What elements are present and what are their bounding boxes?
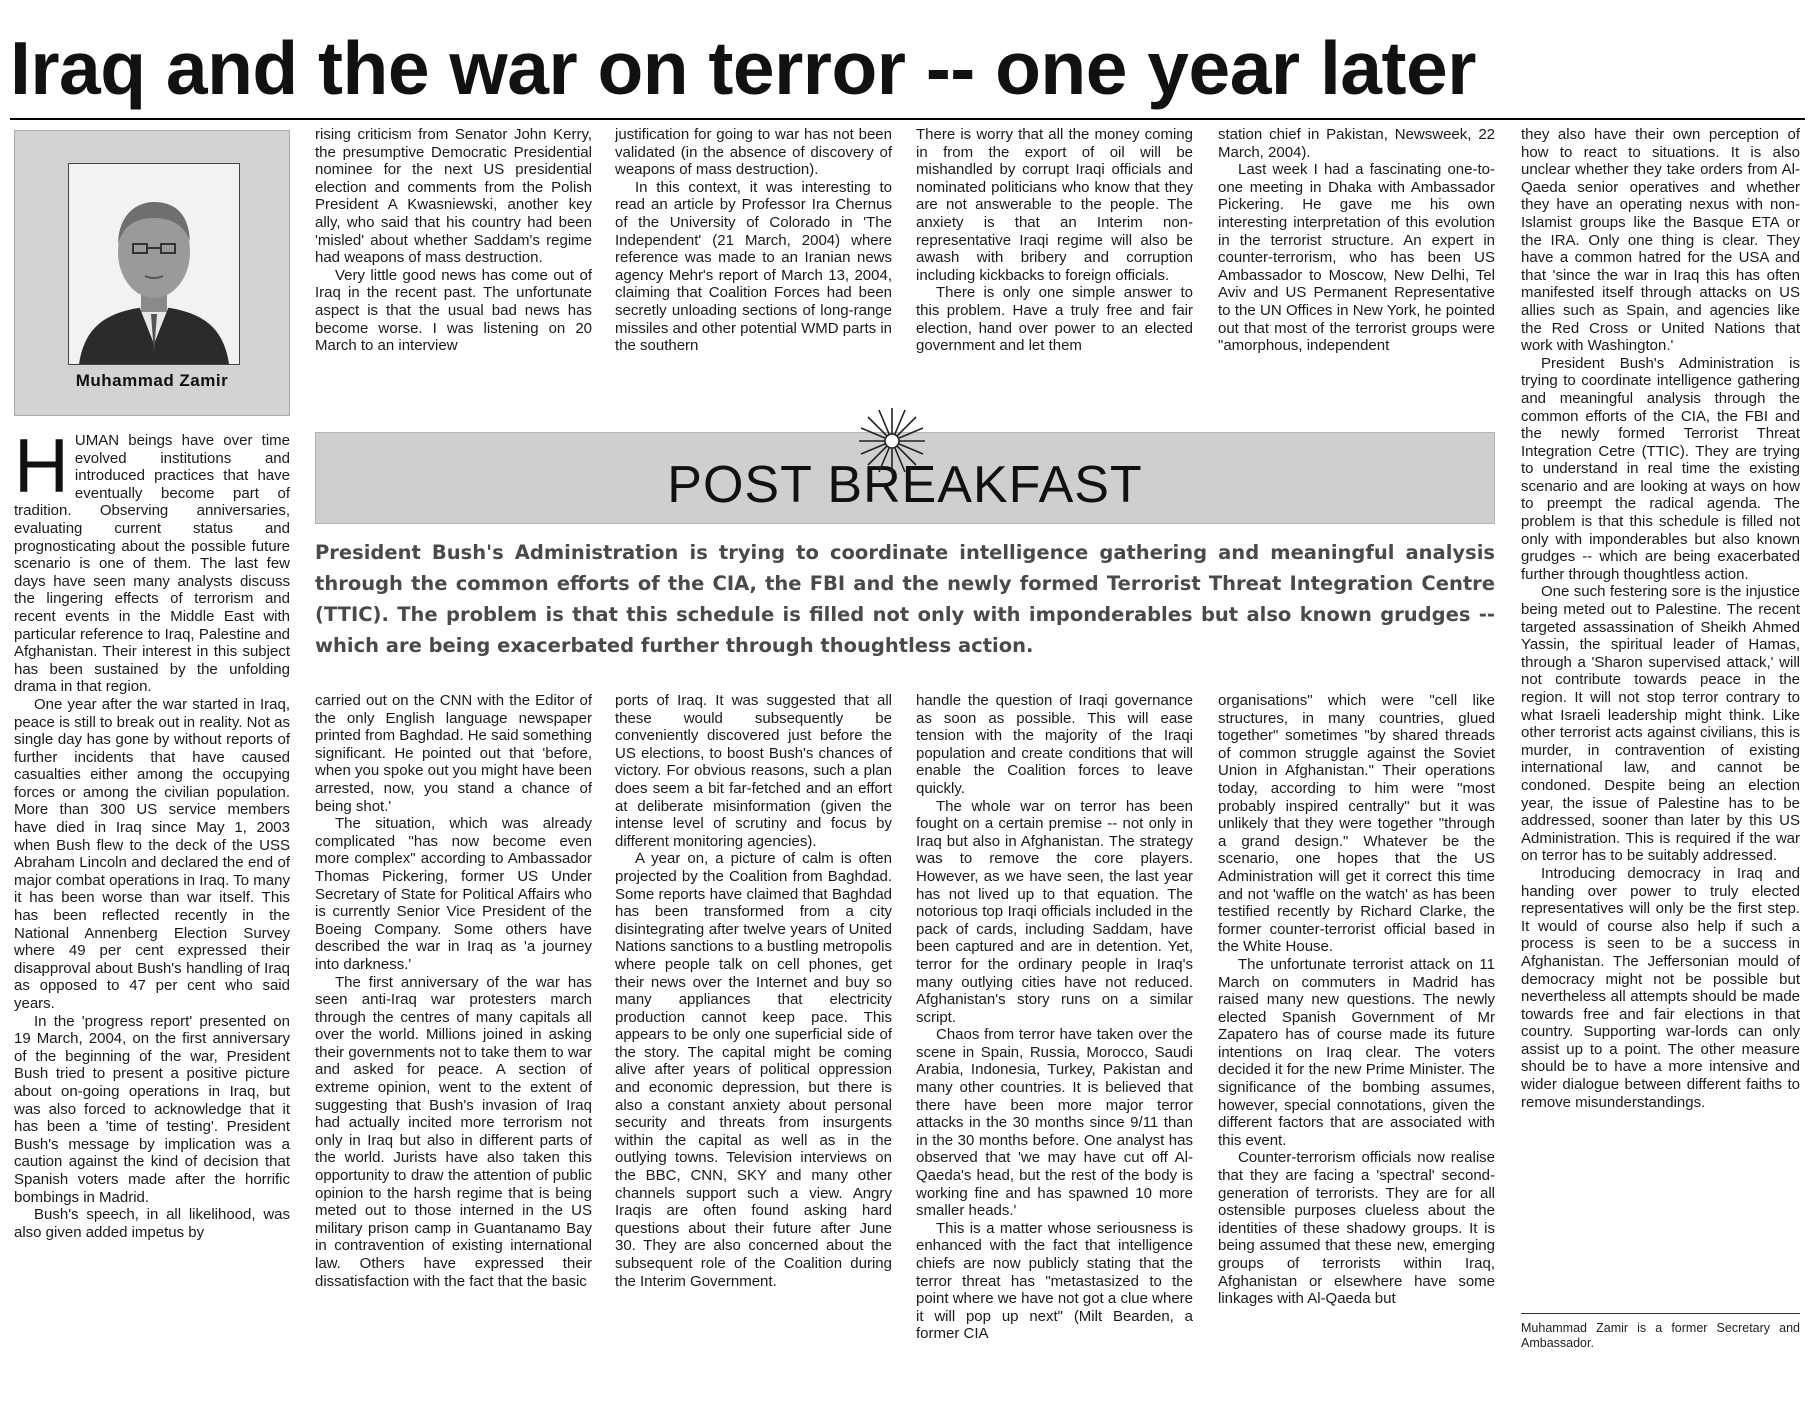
col3-top-para-2: In this context, it was interesting to read an article by Professor Ira Chernus of the University of Colorado in 'The Independent' (21 March, 2004) where reference was made to an Iranian news agency Mehr's report of March 13, 2004, claiming that Coalition Forces had been secretly unloading sections of long-range missiles and other potential WMD parts in the southern bbox=[615, 178, 892, 355]
column-4-top bbox=[916, 126, 1193, 406]
author-photo bbox=[68, 163, 240, 365]
col6-para-4: Introducing democracy in Iraq and handing over power to truly elected representatives will only be the first step. It would of course also help if such a process is seen to be a success in Afghanistan. The Jeffersonian mould of democracy might not be possible but nevertheless all attempts should be made towards free and fair elections in that country. Supporting war-lords can only assist up to a point. The other measure should be to have a more intensive and wider dialogue between different faiths to remove misunderstandings. bbox=[1521, 864, 1800, 1111]
author-box bbox=[14, 130, 290, 416]
column-2-bottom bbox=[315, 692, 592, 1420]
col3-bottom-para-2: A year on, a picture of calm is often projected by the Coalition from Baghdad. Some reports have claimed that Baghdad has been transformed from a city disintegrating after twelve years of United Nations sanctions to a bustling metropolis where people talk on cell phones, get their news over the Internet and buy so many appliances that electricity production cannot keep pace. This appears to be only one superficial side of the story. The capital might be coming alive after years of political oppression and economic depression, but there is also a constant anxiety about personal security and threats from insurgents within the capital as well as in the outlying towns. Television interviews on the BBC, CNN, SKY and many other channels support such a view. Angry Iraqis are often found asking hard questions about their future after June 30. They are also concerned about the subsequent role of the Coalition during the Interim Government. bbox=[615, 850, 892, 1290]
col6-para-3: One such festering sore is the injustice being meted out to Palestine. The recent targeted assassination of Sheikh Ahmed Yassin, the spiritual leader of Hamas, through a 'Sharon supervised attack,' will not contribute towards peace in the region. It will not stop terror contrary to what Israeli leadership might think. Like other terrorist acts against civilians, this is murder, in contravention of existing international law, and cannot be condoned. Despite being an election year, the issue of Palestine has to be addressed, sooner than later by this US Administration. This is required if the war on terror has to be suitably addressed. bbox=[1521, 583, 1800, 865]
column-1 bbox=[14, 432, 290, 1420]
col5-bottom-para-2: The unfortunate terrorist attack on 11 March on commuters in Madrid has raised many new questions. The newly elected Spanish Government of Mr Zapatero has of course made its future intentions on Iraq clear. The voters decided it for the new Prime Minister. The significance of the bombing assumes, however, special connotations, given the different factors that are associated with this event. bbox=[1218, 955, 1495, 1149]
col4-bottom-para-2: The whole war on terror has been fought on a certain premise -- not only in Iraq but also in Afghanistan. The strategy was to remove the core players. However, as we have seen, the last year has not lived up to that equation. The notorious top Iraqi officials included in the pack of cards, including Saddam, have been captured and are in detention. Yet, terror for the ordinary people in Iraq's many outlying cities have not reduced. Afghanistan's story runs on a similar script. bbox=[916, 797, 1193, 1026]
column-5-bottom bbox=[1218, 692, 1495, 1420]
col6-para-1: they also have their own perception of how to react to situations. It is also unclear whether they take orders from Al-Qaeda senior operatives and whether they have an operating nexus with non-Islamist groups like the Basque ETA or the IRA. Only one thing is clear. They have a common hatred for the USA and that 'since the war in Iraq this has often manifested itself through attacks on US allies such as Spain, and agencies like the Red Cross or United Nations that work with Washington.' bbox=[1521, 126, 1800, 355]
col4-bottom-para-4: This is a matter whose seriousness is enhanced with the fact that intelligence chiefs are now publicly stating that the terror threat has "metastasized to the point where we have not got a clue where it will pop up next" (Milt Bearden, a former CIA bbox=[916, 1219, 1193, 1343]
col2-bottom-para-1: carried out on the CNN with the Editor of the only English language newspaper printed from Baghdad. He said something significant. He pointed out that 'before, when you spoke out you might have been arrested, now, you stand a chance of being shot.' bbox=[315, 692, 592, 815]
column-3-top bbox=[615, 126, 892, 406]
col5-bottom-para-1: organisations" which were "cell like structures, in many countries, glued together" sometimes "by shared threads of common struggle against the Soviet Union in Afghanistan." Their operations today, according to him were "most probably inspired centrally" but it was unlikely that they were together "through a grand design." Whatever be the scenario, one hopes that the US Administration will get it correct this time and not 'waffle on the watch' as has been testified recently by Richard Clarke, the former counter-terrorist official based in the White House. bbox=[1218, 692, 1495, 956]
column-name: POST BREAKFAST bbox=[667, 456, 1143, 514]
pull-quote: President Bush's Administration is trying to coordinate intelligence gathering and meaningful analysis through the common efforts of the CIA, the FBI and the newly formed Terrorist Threat Integration Centre (TTIC). The problem is that this schedule is filled not only with imponderables but also known grudges -- which are being exacerbated further through thoughtless action. bbox=[315, 541, 1495, 657]
col1-para-4: Bush's speech, in all likelihood, was also given added impetus by bbox=[14, 1206, 290, 1241]
col6-para-2: President Bush's Administration is trying to coordinate intelligence gathering and meaningful analysis through the common efforts of the CIA, the FBI and the newly formed Terrorist Threat Integration Cetre (TTIC). They are trying to understand in real time the existing scenario and are looking at ways on how to preempt the radical agenda. The problem is that this schedule is filled not only with imponderables but also known grudges -- which are being exacerbated further through thoughtless action. bbox=[1521, 354, 1800, 583]
portrait-image bbox=[69, 164, 239, 364]
col4-bottom-para-1: handle the question of Iraqi governance as soon as possible. This will ease tension with the majority of the Iraqi population and create conditions that will enable the Coalition forces to leave quickly. bbox=[916, 692, 1193, 797]
col3-top-para-1: justification for going to war has not been validated (in the absence of discovery of weapons of mass destruction). bbox=[615, 126, 892, 179]
col4-top-para-1: There is worry that all the money coming in from the export of oil will be mishandled by corrupt Iraqi officials and nominated politicians who know that they are not answerable to the people. The anxiety is that an Interim non-representative Iraqi regime will also be awash with bribery and corruption including kickbacks to foreign officials. bbox=[916, 126, 1193, 284]
col1-para-3: In the 'progress report' presented on 19 March, 2004, on the first anniversary of the beginning of the war, President Bush tried to present a positive picture about on-going operations in Iraq, but was also forced to acknowledge that it has been a 'time of testing'. President Bush's message by implication was a caution against the kind of decision that Spanish voters made after the horrific bombings in Madrid. bbox=[14, 1012, 290, 1206]
col5-top-para-2: Last week I had a fascinating one-to-one meeting in Dhaka with Ambassador Pickering. He gave me his own interesting interpretation of this evolution in the terrorist structure. An expert in counter-terrorism, who has been US Ambassador to Moscow, New Delhi, Tel Aviv and US Permanent Representative to the UN Offices in New York, he pointed out that most of the terrorist groups were "amorphous, independent bbox=[1218, 161, 1495, 355]
col3-bottom-para-1: ports of Iraq. It was suggested that all these would subsequently be conveniently discovered just before the US elections, to boost Bush's chances of victory. For obvious reasons, such a plan does seem a bit far-fetched and an effort at deliberate misinformation (given the intense level of scrutiny and focus by different monitoring agencies). bbox=[615, 692, 892, 850]
drop-cap: H bbox=[14, 432, 69, 509]
col4-top-para-2: There is only one simple answer to this problem. Have a truly free and fair election, hand over power to an elected government and let them bbox=[916, 284, 1193, 355]
column-2-top bbox=[315, 126, 592, 406]
column-6 bbox=[1521, 126, 1800, 1306]
author-byline: Muhammad Zamir bbox=[75, 371, 229, 390]
column-4-bottom bbox=[916, 692, 1193, 1420]
col2-top-para-1: rising criticism from Senator John Kerry, the presumptive Democratic Presidential nominee for the next US presidential election and comments from the Polish President A Kwasniewski, another key ally, who said that his country had been 'misled' about whether Saddam's regime had weapons of mass destruction. bbox=[315, 126, 592, 267]
col1-para-1: UMAN beings have over time evolved institutions and introduced practices that have eventually become part of tradition. Observing anniversaries, evaluating current status and prognosticating about the possible future scenario is one of them. The last few days have seen many analysts discuss the lingering effects of terrorism and recent events in the Middle East with particular reference to Iraq, Palestine and Afghanistan. Their interest in this subject has been sustained by the unfolding drama in that region. bbox=[14, 432, 290, 696]
col4-bottom-para-3: Chaos from terror have taken over the scene in Spain, Russia, Morocco, Saudi Arabia, Indonesia, Turkey, Pakistan and many other countries. It is believed that there have been more major terror attacks in the 30 months since 9/11 than in the 30 months before. One analyst has observed that 'we may have cut off Al-Qaeda's head, but the rest of the body is working fine and has spawned 10 more smaller heads.' bbox=[916, 1026, 1193, 1220]
author-bio: Muhammad Zamir is a former Secretary and Ambassador. bbox=[1521, 1321, 1800, 1350]
col2-top-para-2: Very little good news has come out of Iraq in the recent past. The unfortunate aspect is that the usual bad news has become worse. I was listening on 20 March to an interview bbox=[315, 266, 592, 355]
bio-divider bbox=[1521, 1313, 1800, 1314]
col2-bottom-para-3: The first anniversary of the war has seen anti-Iraq war protesters march through the centres of many capitals all over the world. Millions joined in asking their governments not to take them to war and asked for peace. A section of extreme opinion, went to the extent of suggesting that Bush's invasion of Iraq had actually incited more terrorism not only in Iraq but also in different parts of the world. Jurists have also taken this opportunity to draw the attention of public opinion to the harsh regime that is being meted out to those interned in the US military prison camp in Guantanamo Bay in contravention of existing international law. Others have expressed their dissatisfaction with the fact that the basic bbox=[315, 973, 592, 1290]
column-3-bottom bbox=[615, 692, 892, 1420]
col5-top-para-1: station chief in Pakistan, Newsweek, 22 March, 2004). bbox=[1218, 126, 1495, 161]
col5-bottom-para-3: Counter-terrorism officials now realise that they are facing a 'spectral' second-generation of terrorists. They are for all ostensible purposes clueless about the identities of these shadowy groups. It is being assumed that these new, emerging groups of terrorists within Iraq, Afghanistan or elsewhere have some linkages with Al-Qaeda but bbox=[1218, 1149, 1495, 1308]
col1-para-2: One year after the war started in Iraq, peace is still to break out in reality. Not as single day has gone by without reports of further incidents that have caused casualties either among the occupying forces or among the civilian population. More than 300 US service members have died in Iraq since May 1, 2003 when Bush flew to the deck of the USS Abraham Lincoln and declared the end of major combat operations in Iraq. To many it has been worse than war itself. This has been reflected recently in the National Annenberg Election Survey where 49 per cent expressed their disapproval about Bush's handling of Iraq as opposed to 47 per cent who said years. bbox=[14, 695, 290, 1012]
headline: Iraq and the war on terror -- one year later bbox=[10, 26, 1476, 110]
column-5-top bbox=[1218, 126, 1495, 406]
col2-bottom-para-2: The situation, which was already complicated "has now become even more complex" according to Ambassador Thomas Pickering, former US Under Secretary of State for Political Affairs who is currently Senior Vice President of the Boeing Company. Some others have described the war in Iraq as 'a journey into darkness.' bbox=[315, 815, 592, 973]
starburst-icon bbox=[857, 406, 927, 476]
headline-rule bbox=[10, 118, 1805, 120]
